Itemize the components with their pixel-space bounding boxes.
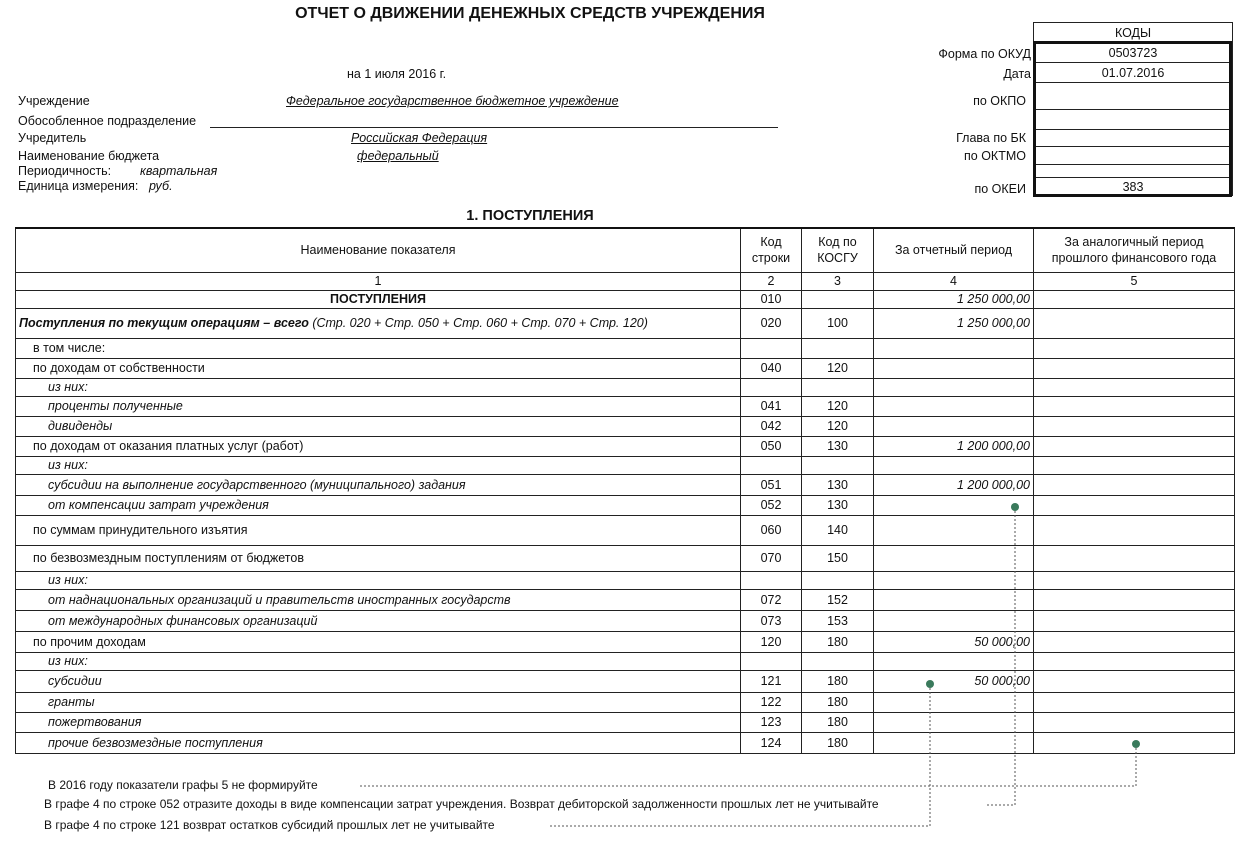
annotation-dot-row052 [1011, 503, 1019, 511]
cell-kosgu: 120 [802, 396, 874, 416]
cell-code: 120 [741, 631, 802, 652]
okei-value: 383 [1034, 178, 1233, 196]
cell-kosgu: 140 [802, 515, 874, 545]
cell-code: 020 [741, 308, 802, 338]
cell-code: 123 [741, 712, 802, 732]
cell-kosgu: 150 [802, 545, 874, 571]
cell-code: 060 [741, 515, 802, 545]
row-label: из них: [48, 458, 88, 472]
colnum-1: 1 [16, 272, 741, 290]
row-label: из них: [48, 380, 88, 394]
cell-kosgu: 180 [802, 670, 874, 692]
row-label: субсидии на выполнение государственного (муниципального) задания [48, 477, 466, 492]
cell-current: 1 250 000,00 [874, 290, 1034, 308]
header-name: Наименование показателя [16, 228, 741, 272]
cell-current: 50 000,00 [874, 670, 1034, 692]
okud-label: Форма по ОКУД [938, 47, 1031, 61]
row-label: в том числе: [33, 341, 106, 355]
row-label: по доходам от собственности [33, 361, 205, 375]
periodicity-label: Периодичность: [18, 164, 112, 178]
note-3: В графе 4 по строке 121 возврат остатков субсидий прошлых лет не учитывайте [44, 818, 495, 832]
periodicity-value: квартальная [140, 164, 218, 178]
header-code: Код строки [741, 228, 802, 272]
cell-code: 052 [741, 495, 802, 515]
cell-kosgu: 180 [802, 692, 874, 712]
row-label: от наднациональных организаций и правительств иностранных государств [48, 592, 511, 607]
row-label: дивиденды [48, 419, 113, 433]
row-label: по безвозмездным поступлениям от бюджетов [33, 551, 304, 565]
colnum-2: 2 [741, 272, 802, 290]
bk-label: Глава по БК [956, 131, 1026, 145]
cell-code: 042 [741, 416, 802, 436]
row-label: по прочим доходам [33, 634, 146, 649]
unit-value: руб. [149, 179, 173, 193]
row-label: пожертвования [48, 715, 142, 729]
row-label: проценты полученные [48, 399, 183, 413]
founder-value: Российская Федерация [351, 131, 488, 145]
row-label: субсидии [48, 674, 102, 688]
leader-line-note-1 [360, 744, 1136, 786]
cell-code: 051 [741, 474, 802, 495]
colnum-5: 5 [1034, 272, 1235, 290]
cell-kosgu: 130 [802, 436, 874, 456]
row-label: из них: [48, 654, 88, 668]
row-label: от компенсации затрат учреждения [48, 498, 269, 512]
oktmo-label: по ОКТМО [964, 149, 1026, 163]
cell-code: 050 [741, 436, 802, 456]
section-title: 1. ПОСТУПЛЕНИЯ [466, 208, 594, 224]
institution-value: Федеральное государственное бюджетное учреждение [286, 94, 619, 108]
colnum-3: 3 [802, 272, 874, 290]
row-label: ПОСТУПЛЕНИЯ [330, 292, 426, 306]
colnum-4: 4 [874, 272, 1034, 290]
institution-label: Учреждение [18, 94, 90, 108]
founder-label: Учредитель [18, 131, 87, 145]
header-current: За отчетный период [874, 228, 1034, 272]
leader-line-note-2 [985, 507, 1015, 805]
cell-kosgu: 180 [802, 631, 874, 652]
cell-kosgu: 120 [802, 358, 874, 378]
header-kosgu: Код по КОСГУ [802, 228, 874, 272]
row-label: гранты [48, 695, 95, 709]
cell-kosgu: 152 [802, 589, 874, 610]
row-label: прочие безвозмездные поступления [48, 735, 263, 750]
cell-kosgu: 120 [802, 416, 874, 436]
cell-code: 070 [741, 545, 802, 571]
cell-kosgu: 130 [802, 474, 874, 495]
report-date: на 1 июля 2016 г. [347, 67, 447, 81]
date-label: Дата [1003, 67, 1031, 81]
okpo-label: по ОКПО [973, 94, 1026, 108]
unit-label: Единица измерения: [18, 179, 139, 193]
note-1: В 2016 году показатели графы 5 не формируйте [48, 778, 318, 792]
row-label: Поступления по текущим операциям – всего [19, 316, 309, 330]
report-title: ОТЧЕТ О ДВИЖЕНИИ ДЕНЕЖНЫХ СРЕДСТВ УЧРЕЖДЕНИЯ [295, 5, 765, 22]
cell-kosgu: 130 [802, 495, 874, 515]
cell-current: 50 000,00 [874, 631, 1034, 652]
cell-code: 072 [741, 589, 802, 610]
cell-code: 073 [741, 610, 802, 631]
date-value: 01.07.2016 [1034, 63, 1233, 83]
cell-current: 1 200 000,00 [874, 436, 1034, 456]
row-label: из них: [48, 573, 88, 587]
cell-code: 124 [741, 732, 802, 753]
row-formula: (Стр. 020 + Стр. 050 + Стр. 060 + Стр. 070 + Стр. 120) [308, 316, 648, 330]
cell-kosgu: 153 [802, 610, 874, 631]
annotation-dot-row121 [926, 680, 934, 688]
header-previous: За аналогичный период прошлого финансового года [1034, 228, 1235, 272]
note-2: В графе 4 по строке 052 отразите доходы в виде компенсации затрат учреждения. Возврат дебиторской задолженности прошлых лет не учитывайте [44, 797, 879, 811]
row-label: от международных финансовых организаций [48, 613, 318, 628]
cell-code: 122 [741, 692, 802, 712]
cell-code: 041 [741, 396, 802, 416]
okei-label: по ОКЕИ [974, 182, 1026, 196]
cell-current: 1 200 000,00 [874, 474, 1034, 495]
budget-value: федеральный [357, 149, 439, 163]
cell-kosgu: 180 [802, 732, 874, 753]
cell-code: 121 [741, 670, 802, 692]
cell-kosgu: 100 [802, 308, 874, 338]
annotation-dot-col5 [1132, 740, 1140, 748]
budget-label: Наименование бюджета [18, 149, 160, 163]
cell-kosgu: 180 [802, 712, 874, 732]
okud-value: 0503723 [1034, 43, 1233, 63]
cell-code: 040 [741, 358, 802, 378]
cell-current: 1 250 000,00 [874, 308, 1034, 338]
subdivision-label: Обособленное подразделение [18, 114, 197, 128]
codes-heading: КОДЫ [1034, 23, 1233, 43]
row-label: по суммам принудительного изъятия [33, 523, 248, 537]
cell-code: 010 [741, 290, 802, 308]
row-label: по доходам от оказания платных услуг (работ) [33, 439, 304, 453]
